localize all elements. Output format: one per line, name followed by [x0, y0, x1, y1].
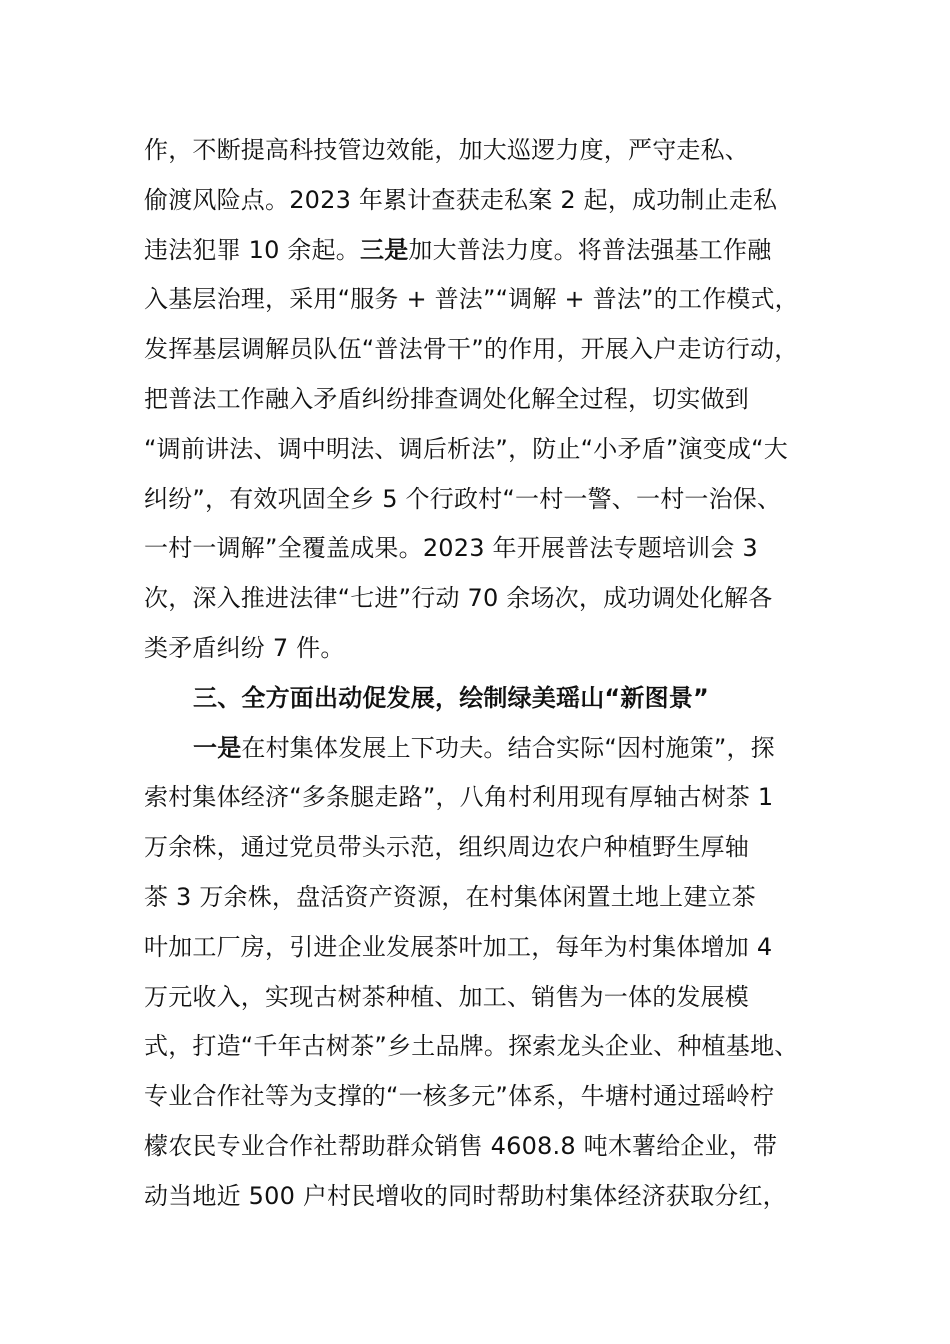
paragraph-line: [144, 830, 749, 864]
text-segment: 万余株，通过党员带头示范，组织周边农户种植野生厚轴: [144, 833, 749, 861]
paragraph-line: [144, 780, 773, 814]
paragraph-line: [144, 980, 749, 1014]
text-segment: 动当地近 500 户村民增收的同时帮助村集体经济获取分红，: [144, 1182, 787, 1210]
text-segment: 纠纷”，有效巩固全乡 5 个行政村“一村一警、一村一治保、: [144, 485, 782, 513]
text-segment: 专业合作社等为支撑的“一核多元”体系，牛塘村通过瑶岭柠: [144, 1082, 775, 1110]
paragraph-line-indented: [193, 731, 775, 765]
text-segment: 类矛盾纠纷 7 件。: [144, 634, 345, 662]
paragraph-line: [144, 432, 788, 466]
text-segment: 一村一调解”全覆盖成果。2023 年开展普法专题培训会 3: [144, 534, 758, 562]
bold-text: 一是: [193, 734, 242, 762]
paragraph-line: [144, 1129, 777, 1163]
paragraph-line: [144, 382, 749, 416]
paragraph-line: [144, 183, 777, 217]
paragraph-line: [144, 1079, 774, 1113]
paragraph-line: [144, 282, 799, 316]
text-segment: “调前讲法、调中明法、调后析法”，防止“小矛盾”演变成“大: [144, 435, 788, 463]
paragraph-line: [144, 332, 798, 366]
paragraph-line: [144, 581, 772, 615]
bold-text: 三是: [360, 236, 409, 264]
text-segment: 加大普法力度。将普法强基工作融: [408, 236, 772, 264]
text-segment: 次，深入推进法律“七进”行动 70 余场次，成功调处化解各: [144, 584, 773, 612]
text-segment: 作，不断提高科技管边效能，加大巡逻力度，严守走私、: [144, 136, 749, 164]
text-segment: 把普法工作融入矛盾纠纷排查调处化解全过程，切实做到: [144, 385, 749, 413]
paragraph-line: [144, 531, 758, 565]
paragraph-line: [144, 631, 345, 665]
text-segment: 入基层治理，采用“服务 + 普法”“调解 + 普法”的工作模式，: [144, 285, 799, 313]
paragraph-line: [144, 133, 749, 167]
text-segment: 违法犯罪 10 余起。: [144, 236, 360, 264]
paragraph-line: [144, 233, 771, 267]
text-segment: 叶加工厂房，引进企业发展茶叶加工，每年为村集体增加 4: [144, 933, 773, 961]
text-segment: 檬农民专业合作社帮助群众销售 4608.8 吨木薯给企业，带: [144, 1132, 778, 1160]
text-segment: 茶 3 万余株，盘活资产资源，在村集体闲置土地上建立茶: [144, 883, 756, 911]
text-segment: 式，打造“千年古树茶”乡土品牌。探索龙头企业、种植基地、: [144, 1032, 799, 1060]
paragraph-line: [144, 482, 781, 516]
text-segment: 在村集体发展上下功夫。结合实际“因村施策”，探: [241, 734, 775, 762]
paragraph-line: [144, 1029, 798, 1063]
bold-text: 三、全方面出动促发展，绘制绿美瑶山“新图景”: [193, 684, 709, 712]
paragraph-line: [144, 1179, 787, 1213]
text-segment: 偷渡风险点。2023 年累计查获走私案 2 起，成功制止走私: [144, 186, 778, 214]
paragraph-line-indented: [193, 681, 709, 715]
text-segment: 索村集体经济“多条腿走路”，八角村利用现有厚轴古树茶 1: [144, 783, 774, 811]
paragraph-line: [144, 880, 756, 914]
text-segment: 万元收入，实现古树茶种植、加工、销售为一体的发展模: [144, 983, 749, 1011]
text-segment: 发挥基层调解员队伍“普法骨干”的作用，开展入户走访行动，: [144, 335, 799, 363]
paragraph-line: [144, 930, 772, 964]
